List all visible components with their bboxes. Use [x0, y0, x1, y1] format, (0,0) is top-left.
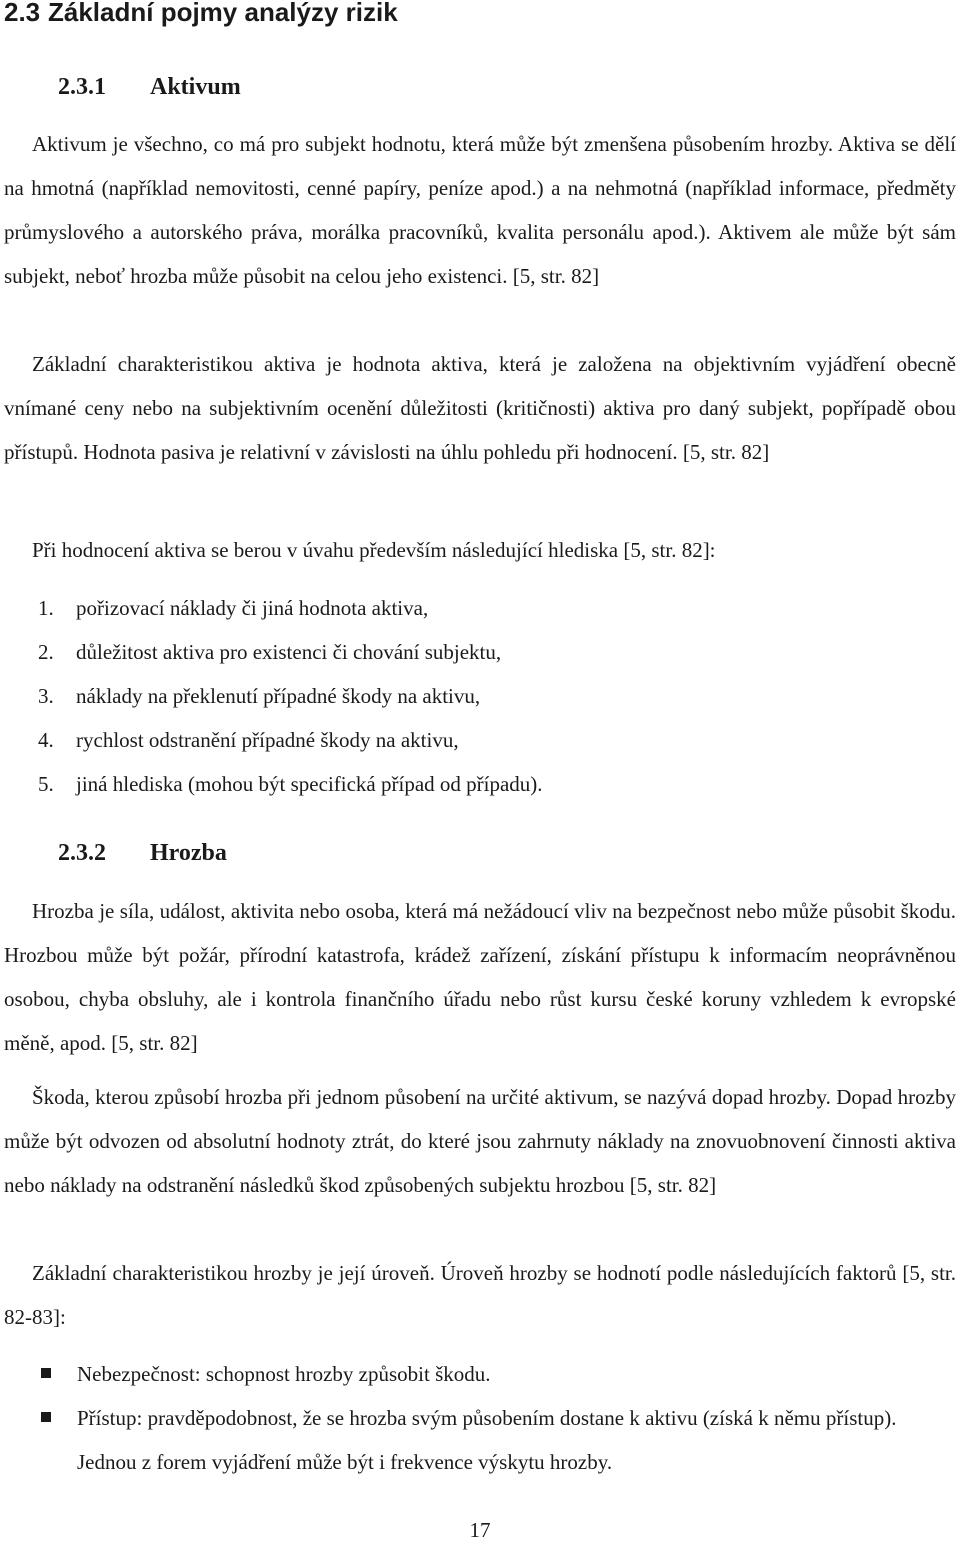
hrozba-paragraph-1: Hrozba je síla, událost, aktivita nebo osoba, která má nežádoucí vliv na bezpečnost nebo může působit škodu. Hrozbou může být požár, přírodní katastrofa, krádež zařízení, získání přístupu k informacím neoprávněnou osobou, chyba obsluhy, ale i kontrola finančního úřadu nebo růst kursu české koruny vzhledem k evropské měně, apod. [5, str. 82] — [4, 899, 956, 1055]
list-item — [36, 1396, 960, 1484]
list-item-number: 1. — [38, 596, 54, 620]
aktivum-paragraph-2: Základní charakteristikou aktiva je hodnota aktiva, která je založena na objektivním vyjádření obecně vnímané ceny nebo na subjektivním ocenění důležitosti (kritičnosti) aktiva pro daný subjekt, popřípadě obou přístupů. Hodnota pasiva je relativní v závislosti na úhlu pohledu při hodnocení. [5, str. 82] — [4, 352, 956, 464]
aktivum-paragraph-1: Aktivum je všechno, co má pro subjekt hodnotu, která může být zmenšena působením hrozby. Aktiva se dělí na hmotná (například nemovitosti, cenné papíry, peníze apod.) a na nehmotná (například informace, předměty průmyslového a autorského práva, morálka pracovníků, kvalita personálu apod.). Aktivem ale může být sám subjekt, neboť hrozba může působit na celou jeho existenci. [5, str. 82] — [4, 132, 956, 288]
list-item-text: pořizovací náklady či jiná hodnota aktiva, — [76, 596, 429, 620]
list-item — [30, 718, 543, 762]
list-item-text: jiná hlediska (mohou být specifická případ od případu). — [76, 772, 543, 796]
list-item — [30, 586, 543, 630]
subsection-number: 2.3.2 — [58, 840, 106, 866]
hrozba-paragraph-2: Škoda, kterou způsobí hrozba při jednom působení na určité aktivum, se nazývá dopad hrozby. Dopad hrozby může být odvozen od absolutní hodnoty ztrát, do které jsou zahrnuty náklady na znovuobnovení činnosti aktiva nebo náklady na odstranění následků škod způsobených subjektu hrozbou [5, str. 82] — [4, 1085, 956, 1197]
aktivum-criteria-list — [30, 586, 543, 806]
section-heading — [4, 0, 398, 30]
list-item-number: 5. — [38, 772, 54, 796]
aktivum-list-intro: Při hodnocení aktiva se berou v úvahu především následující hlediska [5, str. 82]: — [32, 538, 716, 562]
list-item-number: 4. — [38, 728, 54, 752]
subsection-heading-aktivum — [58, 71, 241, 103]
subsection-title: Hrozba — [150, 840, 227, 866]
list-item — [30, 762, 543, 806]
hrozba-paragraph-3: Základní charakteristikou hrozby je její úroveň. Úroveň hrozby se hodnotí podle následujících faktorů [5, str. 82-83]: — [4, 1261, 956, 1329]
list-item-text: Nebezpečnost: schopnost hrozby způsobit škodu. — [77, 1362, 491, 1386]
list-item — [30, 630, 543, 674]
square-bullet-icon — [41, 1368, 51, 1378]
subsection-title: Aktivum — [150, 74, 241, 100]
list-item-number: 2. — [38, 640, 54, 664]
list-item-text: důležitost aktiva pro existenci či chování subjektu, — [76, 640, 502, 664]
list-item — [30, 674, 543, 718]
square-bullet-icon — [41, 1412, 51, 1422]
page-number: 17 — [469, 1518, 491, 1542]
section-title: Základní pojmy analýzy rizik — [48, 0, 398, 27]
hrozba-factor-list — [36, 1352, 960, 1484]
list-item — [36, 1352, 960, 1396]
section-number: 2.3 — [4, 0, 41, 27]
subsection-heading-hrozba — [58, 837, 227, 869]
list-item-text: náklady na překlenutí případné škody na aktivu, — [76, 684, 481, 708]
list-item-text: rychlost odstranění případné škody na aktivu, — [76, 728, 459, 752]
subsection-number: 2.3.1 — [58, 74, 106, 100]
list-item-number: 3. — [38, 684, 54, 708]
list-item-text: Přístup: pravděpodobnost, že se hrozba svým působením dostane k aktivu (získá k němu přístup). Jednou z forem vyjádření může být i frekvence výskytu hrozby. — [77, 1406, 897, 1474]
